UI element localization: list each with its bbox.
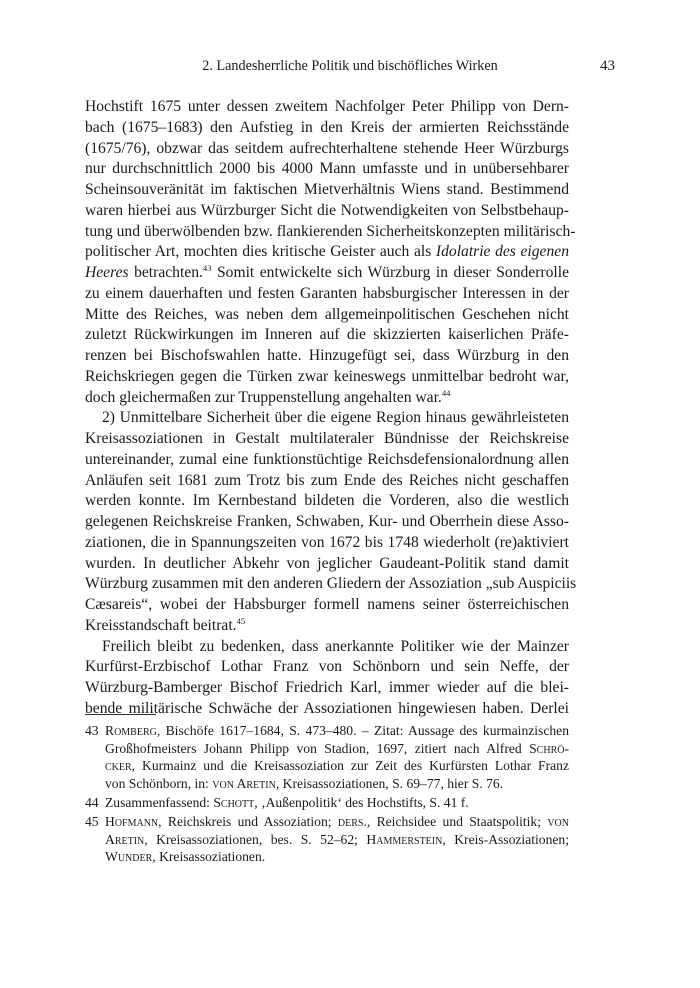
text-fragment: politischer Art, mochten dies kritische Geister auch als: [85, 243, 432, 261]
text-fragment: , Reichskreis und Assoziation;: [158, 813, 338, 829]
text-line: Würzburg-Bamberger Bischof Friedrich Karl, immer wieder auf die blei-: [85, 679, 569, 696]
text-line: [85, 616, 569, 637]
footnote-line: [105, 813, 569, 831]
author-name: cker: [105, 758, 132, 774]
text-line: [85, 242, 569, 263]
footnote-ref-45[interactable]: 45: [236, 615, 246, 626]
text-fragment: , Kreis-Assoziationen;: [442, 831, 569, 847]
text-line: Kurfürst-Erzbischof Lothar Franz von Schönborn und sein Neffe, der: [85, 658, 569, 676]
footnote-line: [105, 722, 569, 740]
footnote-line: [105, 794, 569, 812]
footnote-45: [85, 813, 569, 866]
text-line: 2) Unmittelbare Sicherheit über die eigene Region hinaus gewährleisteten: [102, 409, 569, 427]
text-fragment: , Bischöfe 1617–1684, S. 473–480. – Zitat: Aussage des kurmainzischen: [156, 723, 569, 738]
text-line: werden konnte. Im Kernbestand bildeten die Vorderen, also die westlich: [85, 492, 569, 510]
page-number: 43: [600, 58, 615, 74]
text-line: Freilich bleibt zu bedenken, dass anerkannte Politiker wie der Mainzer: [102, 637, 569, 655]
text-fragment: von Schönborn, in:: [105, 775, 213, 791]
text-fragment: , Kurmainz und die Kreisassoziation zur Zeit des Kurfürsten Lothar Franz: [131, 758, 569, 774]
body-text: [85, 97, 577, 720]
footnote-line: [105, 775, 569, 793]
text-line: zu einem dauerhaften und festen Garanten habsburgischer Interessen in der: [85, 284, 569, 302]
text-line: gelegenen Reichskreise Franken, Schwaben, Kur- und Oberrhein diese Asso-: [85, 513, 569, 530]
paragraph-2: [85, 408, 577, 636]
footnote-ref-43[interactable]: 43: [202, 262, 212, 273]
text-fragment: , ‚Außenpolitik‘ des Hochstifts, S. 41 f.: [254, 794, 469, 810]
text-fragment: Zusammenfassend:: [105, 794, 214, 810]
text-line: Scheinsouveränität im faktischen Mietverhältnis Wiens stand. Bestimmend: [85, 181, 569, 198]
author-name: Aretin: [105, 831, 145, 847]
footnote-44: [85, 794, 569, 812]
text-line: waren hierbei aus Würzburger Sicht die Notwendigkeiten von Selbstbehaup-: [85, 201, 569, 219]
author-name: Hofmann: [105, 813, 159, 829]
text-line: untereinander, zumal eine funktionstüchtige Reichsdefensionalordnung allen: [85, 450, 569, 468]
footnote-line: [105, 757, 569, 775]
text-line: (1675/76), obzwar das seitdem aufrechterhaltene stehende Heer Würzburgs: [85, 139, 569, 157]
text-line: Hochstift 1675 unter dessen zweitem Nachfolger Peter Philipp von Dern-: [85, 98, 569, 115]
author-name: Hammerstein: [366, 831, 443, 847]
author-name: ders.: [337, 813, 367, 829]
text-fragment: betrachten.: [128, 264, 203, 281]
text-line: zuletzt Rückwirkungen im Inneren auf die skizzierten kaiserlichen Präfe-: [85, 326, 569, 344]
text-line: Würzburg zusammen mit den anderen Gliedern der Assoziation „sub Auspiciis: [85, 575, 577, 593]
text-fragment: , Kreisassoziationen, S. 69–77, hier S. 76.: [275, 775, 504, 791]
text-line: ziationen, die in Spannungszeiten von 1672 bis 1748 wiederholt (re)aktiviert: [85, 533, 569, 551]
footnote-number: 44: [85, 794, 99, 810]
text-fragment: , Reichsidee und Staatspolitik;: [366, 813, 548, 829]
paragraph-3: [85, 637, 569, 720]
italic-quote: Heeres: [85, 264, 129, 281]
text-fragment: Somit entwickelte sich Würzburg in dieser Sonderrolle: [211, 264, 569, 281]
text-line: Mitte des Reiches, was neben dem allgemeinpolitischen Geschehen nicht: [85, 305, 569, 323]
text-line: wurden. In deutlicher Abkehr von jeglicher Gaudeant-Politik stand damit: [85, 554, 569, 572]
author-name: von Aretin: [212, 775, 276, 791]
author-name: von: [547, 813, 569, 829]
text-line: [85, 263, 569, 284]
running-header: [85, 58, 615, 80]
text-line: Kreisassoziationen in Gestalt multilateraler Bündnisse der Reichskreise: [85, 430, 569, 447]
running-title: 2. Landesherrliche Politik und bischöfliches Wirken: [202, 58, 498, 74]
text-line: nur durchschnittlich 2000 bis 4000 Mann umfasste und in unübersehbarer: [85, 160, 569, 178]
footnote-number: 45: [85, 813, 99, 829]
footnote-number: 43: [85, 723, 99, 738]
footnote-43: [85, 722, 569, 792]
text-line: tung und überwölbenden bzw. flankierenden Sicherheitskonzepten militärisch-: [85, 222, 576, 240]
author-name: Romberg: [105, 723, 157, 738]
footnote-line: [105, 848, 569, 866]
footnote-line: [105, 831, 569, 849]
text-line: renzen bei Bischofswahlen hatte. Hinzugefügt sei, dass Würzburg in den: [85, 347, 569, 364]
footnote-divider: [85, 714, 156, 715]
footnote-line: [105, 740, 569, 758]
text-line: bende militärische Schwäche der Assoziationen hingewiesen haben. Derlei: [85, 699, 569, 717]
text-fragment: , Kreisassoziationen, bes. S. 52–62;: [144, 831, 367, 847]
text-fragment: , Kreisassoziationen.: [152, 849, 266, 865]
text-line: Anläufen seit 1681 zum Trotz bis zum Ende des Reiches nicht geschaffen: [85, 471, 569, 489]
text-line: [85, 388, 569, 409]
footnote-ref-44[interactable]: 44: [441, 387, 451, 398]
author-name: Schott: [213, 794, 255, 810]
text-fragment: Großhofmeisters Johann Philipp von Stadion, 1697, zitiert nach Alfred: [105, 740, 530, 756]
author-name: Schrö-: [529, 740, 569, 756]
text-fragment: doch gleichermaßen zur Truppenstellung angehalten war.: [85, 388, 442, 406]
text-line: Cæsareis“, wobei der Habsburger formell namens seiner österreichischen: [85, 596, 569, 613]
footnotes: [85, 722, 569, 867]
text-line: Reichskriegen gegen die Türken zwar keineswegs unmittelbar bedroht war,: [85, 367, 569, 385]
author-name: Wunder: [105, 849, 153, 865]
text-line: bach (1675–1683) den Aufstieg in den Kreis der armierten Reichsstände: [85, 118, 569, 136]
text-fragment: Kreisstandschaft beitrat.: [85, 616, 237, 634]
paragraph-1: [85, 97, 576, 408]
italic-quote: Idolatrie des eigenen: [435, 243, 569, 261]
